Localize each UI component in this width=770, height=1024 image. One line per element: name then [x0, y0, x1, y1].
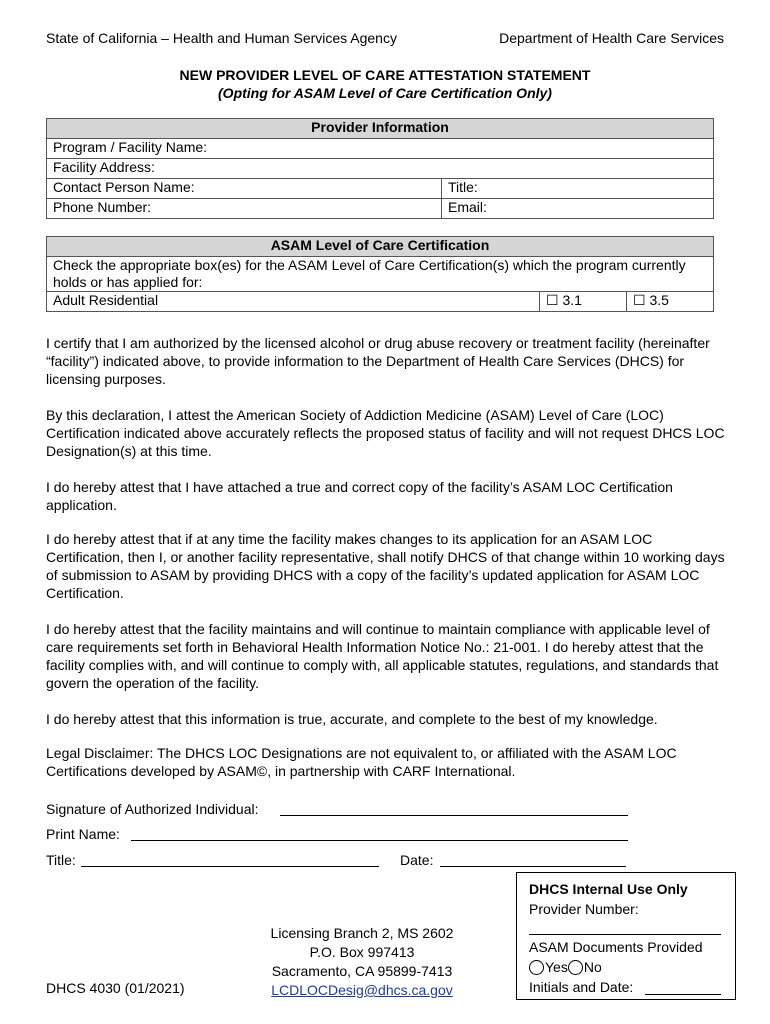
signature-line[interactable]: [280, 814, 628, 816]
no-label: No: [583, 959, 602, 975]
title-line[interactable]: [81, 865, 379, 867]
internal-use-box: [516, 872, 736, 1000]
print-name-label: Print Name:: [46, 826, 120, 842]
yes-label: Yes: [545, 959, 568, 975]
legal-disclaimer: Legal Disclaimer: The DHCS LOC Designations are not equivalent to, or affiliated with the ASAM LOC Certifications developed by ASAM©, in partnership with CARF International.: [46, 745, 677, 779]
form-subtitle: (Opting for ASAM Level of Care Certification Only): [218, 85, 552, 101]
program-facility-name-field[interactable]: Program / Facility Name:: [47, 139, 714, 159]
provider-number-label: Provider Number:: [529, 901, 639, 917]
title-label: Title:: [46, 852, 76, 868]
changes-attestation-paragraph: I do hereby attest that if at any time the facility makes changes to its application for an ASAM LOC Certification, then I, or another facility representative, shall notify DHCS of that change within 10 working days of submission to ASAM by providing DHCS with a copy of the facility’s updated application for ASAM LOC Certification.: [46, 531, 725, 601]
attachment-attestation-paragraph: I do hereby attest that I have attached a true and correct copy of the facility’s ASAM LOC Certification application.: [46, 479, 673, 513]
contact-email-link[interactable]: LCDLOCDesig@dhcs.ca.gov: [271, 982, 453, 998]
date-label: Date:: [400, 852, 434, 868]
internal-use-heading: DHCS Internal Use Only: [529, 881, 688, 897]
print-name-line[interactable]: [131, 839, 628, 841]
address-line-1: Licensing Branch 2, MS 2602: [270, 925, 454, 941]
checkbox-level-3-5[interactable]: ☐ 3.5: [627, 292, 714, 312]
initials-date-line[interactable]: [645, 993, 721, 995]
initials-date-label: Initials and Date:: [529, 979, 634, 995]
address-line-2: P.O. Box 997413: [309, 944, 415, 960]
date-line[interactable]: [440, 865, 626, 867]
department-header: Department of Health Care Services: [499, 30, 724, 46]
adult-residential-label: Adult Residential: [47, 292, 540, 312]
provider-information-table: [46, 118, 714, 219]
accuracy-attestation-paragraph: I do hereby attest that this information is true, accurate, and complete to the best of my knowledge.: [46, 711, 658, 727]
declaration-paragraph: By this declaration, I attest the American Society of Addiction Medicine (ASAM) Level of Care (LOC) Certification indicated above accurately reflects the proposed status of facility and will not request DHCS LOC Designation(s) at this time.: [46, 407, 725, 459]
asam-certification-heading: ASAM Level of Care Certification: [47, 237, 714, 257]
signature-label: Signature of Authorized Individual:: [46, 801, 259, 817]
no-radio[interactable]: [568, 960, 583, 975]
form-title: NEW PROVIDER LEVEL OF CARE ATTESTATION STATEMENT: [179, 67, 591, 83]
asam-instruction: Check the appropriate box(es) for the ASAM Level of Care Certification(s) which the program currently holds or has applied for:: [47, 257, 714, 292]
provider-information-heading: Provider Information: [47, 119, 714, 139]
facility-address-field[interactable]: Facility Address:: [47, 159, 714, 179]
email-field[interactable]: Email:: [442, 199, 714, 219]
contact-person-name-field[interactable]: Contact Person Name:: [47, 179, 442, 199]
yes-radio[interactable]: [529, 960, 544, 975]
form-number: DHCS 4030 (01/2021): [46, 980, 185, 996]
asam-certification-table: [46, 236, 714, 312]
asam-documents-label: ASAM Documents Provided: [529, 939, 703, 955]
mailing-address: [232, 924, 492, 1000]
phone-number-field[interactable]: Phone Number:: [47, 199, 442, 219]
agency-header: State of California – Health and Human Services Agency: [46, 30, 397, 46]
certification-paragraph: I certify that I am authorized by the licensed alcohol or drug abuse recovery or treatment facility (hereinafter “facility”) indicated above, to provide information to the Department of Health Care Services (DHCS) for licensing purposes.: [46, 335, 710, 387]
compliance-attestation-paragraph: I do hereby attest that the facility maintains and will continue to maintain compliance with applicable level of care requirements set forth in Behavioral Health Information Notice No.: 21-001. I do hereby attest that the facility complies with, and will continue to comply with, all applicable statutes, regulations, and standards that govern the operation of the facility.: [46, 621, 719, 691]
checkbox-level-3-1[interactable]: ☐ 3.1: [540, 292, 627, 312]
title-field[interactable]: Title:: [442, 179, 714, 199]
address-line-3: Sacramento, CA 95899-7413: [271, 963, 453, 979]
provider-number-line[interactable]: [529, 933, 721, 935]
